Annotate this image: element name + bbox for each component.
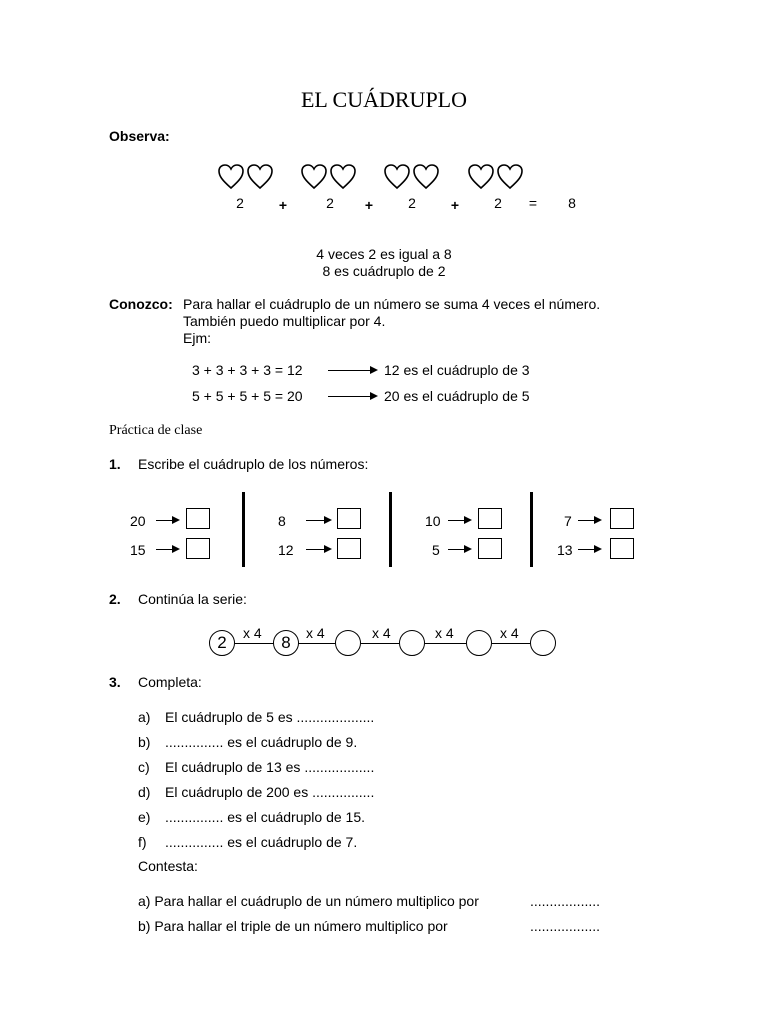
ex1-number-item: 15 xyxy=(130,542,146,558)
arrow-line xyxy=(306,549,326,550)
series-circle: 8 xyxy=(273,630,299,656)
column-divider xyxy=(242,492,245,567)
series-operator: x 4 xyxy=(306,625,325,641)
arrow-right-icon xyxy=(370,392,378,400)
eq-plus: + xyxy=(450,197,460,213)
arrow-right-icon xyxy=(370,366,378,374)
arrow-line xyxy=(306,520,326,521)
eq-term: 2 xyxy=(494,195,502,211)
column-divider xyxy=(389,492,392,567)
example-result: 20 es el cuádruplo de 5 xyxy=(384,388,530,404)
observa-line-1: 4 veces 2 es igual a 8 xyxy=(316,246,452,262)
question-blank[interactable]: .................. xyxy=(530,918,601,934)
answer-box[interactable] xyxy=(186,508,210,529)
answer-box[interactable] xyxy=(610,508,634,529)
answer-box[interactable] xyxy=(337,538,361,559)
ex3-item-text: El cuádruplo de 13 es .................. xyxy=(165,759,375,775)
heart-pair-icon xyxy=(218,164,274,190)
ex1-number-item: 8 xyxy=(278,513,286,529)
eq-term: 2 xyxy=(408,195,416,211)
answer-box[interactable] xyxy=(610,538,634,559)
series-operator: x 4 xyxy=(243,625,262,641)
ex3-item-letter: a) xyxy=(138,709,151,725)
eq-result: 8 xyxy=(568,195,576,211)
arrow-right-icon xyxy=(594,545,602,553)
conozco-line-2: También puedo multiplicar por 4. xyxy=(183,313,386,329)
ex3-text: Completa: xyxy=(138,674,202,690)
ex2-number: 2. xyxy=(109,591,121,607)
eq-equals: = xyxy=(528,195,538,211)
practica-heading: Práctica de clase xyxy=(109,423,203,438)
eq-term: 2 xyxy=(326,195,334,211)
eq-plus: + xyxy=(278,197,288,213)
ex2-text: Continúa la serie: xyxy=(138,591,247,607)
ex3-item-letter: e) xyxy=(138,809,151,825)
series-circle: 2 xyxy=(209,630,235,656)
heart-pair-icon xyxy=(468,164,524,190)
ex1-number-item: 12 xyxy=(278,542,294,558)
heart-pair-icon xyxy=(301,164,357,190)
ex3-item-text: El cuádruplo de 5 es .................... xyxy=(165,709,375,725)
column-divider xyxy=(530,492,533,567)
series-blank-circle[interactable] xyxy=(466,630,492,656)
answer-box[interactable] xyxy=(337,508,361,529)
ex3-item-text: ............... es el cuádruplo de 9. xyxy=(165,734,358,750)
ex3-item-text: ............... es el cuádruplo de 7. xyxy=(165,834,358,850)
series-line xyxy=(425,643,466,644)
observa-line-2: 8 es cuádruplo de 2 xyxy=(322,263,446,279)
example-sum: 5 + 5 + 5 + 5 = 20 xyxy=(192,388,303,404)
eq-plus: + xyxy=(364,197,374,213)
heart-pair-icon xyxy=(384,164,440,190)
ex3-item-letter: c) xyxy=(138,759,150,775)
eq-term: 2 xyxy=(236,195,244,211)
answer-box[interactable] xyxy=(478,538,502,559)
hearts-group-4 xyxy=(468,164,524,195)
series-operator: x 4 xyxy=(372,625,391,641)
ex3-item-letter: d) xyxy=(138,784,151,800)
ex1-number-item: 13 xyxy=(557,542,573,558)
ex3-item-text: El cuádruplo de 200 es ................ xyxy=(165,784,375,800)
question-blank[interactable]: .................. xyxy=(530,893,601,909)
question-text: a) Para hallar el cuádruplo de un número multiplico por xyxy=(138,893,479,909)
ex1-number-item: 10 xyxy=(425,513,441,529)
ex3-item-text: ............... es el cuádruplo de 15. xyxy=(165,809,365,825)
answer-box[interactable] xyxy=(478,508,502,529)
series-operator: x 4 xyxy=(435,625,454,641)
arrow-right-icon xyxy=(464,545,472,553)
series-line xyxy=(492,643,530,644)
hearts-group-2 xyxy=(301,164,357,195)
ex1-number-item: 5 xyxy=(432,542,440,558)
question-text: b) Para hallar el triple de un número multiplico por xyxy=(138,918,448,934)
arrow-line xyxy=(328,370,372,371)
arrow-right-icon xyxy=(464,516,472,524)
arrow-right-icon xyxy=(324,516,332,524)
example-sum: 3 + 3 + 3 + 3 = 12 xyxy=(192,362,303,378)
arrow-right-icon xyxy=(172,545,180,553)
arrow-right-icon xyxy=(324,545,332,553)
series-line xyxy=(361,643,399,644)
series-blank-circle[interactable] xyxy=(530,630,556,656)
hearts-group-3 xyxy=(384,164,440,195)
arrow-line xyxy=(328,396,372,397)
series-operator: x 4 xyxy=(500,625,519,641)
arrow-right-icon xyxy=(172,516,180,524)
series-blank-circle[interactable] xyxy=(399,630,425,656)
hearts-group-1 xyxy=(218,164,274,195)
ex1-number-item: 7 xyxy=(564,513,572,529)
contesta-label: Contesta: xyxy=(138,858,198,874)
series-blank-circle[interactable] xyxy=(335,630,361,656)
ex1-text: Escribe el cuádruplo de los números: xyxy=(138,456,369,472)
answer-box[interactable] xyxy=(186,538,210,559)
ex1-number: 1. xyxy=(109,456,121,472)
conozco-label: Conozco: xyxy=(109,296,173,312)
conozco-line-1: Para hallar el cuádruplo de un número se suma 4 veces el número. xyxy=(183,296,601,312)
example-result: 12 es el cuádruplo de 3 xyxy=(384,362,530,378)
ex3-number: 3. xyxy=(109,674,121,690)
ex3-item-letter: f) xyxy=(138,834,147,850)
arrow-right-icon xyxy=(594,516,602,524)
ex1-number-item: 20 xyxy=(130,513,146,529)
conozco-line-3: Ejm: xyxy=(183,330,211,346)
ex3-item-letter: b) xyxy=(138,734,151,750)
observa-label: Observa: xyxy=(109,128,170,144)
page-title: EL CUÁDRUPLO xyxy=(300,87,468,112)
